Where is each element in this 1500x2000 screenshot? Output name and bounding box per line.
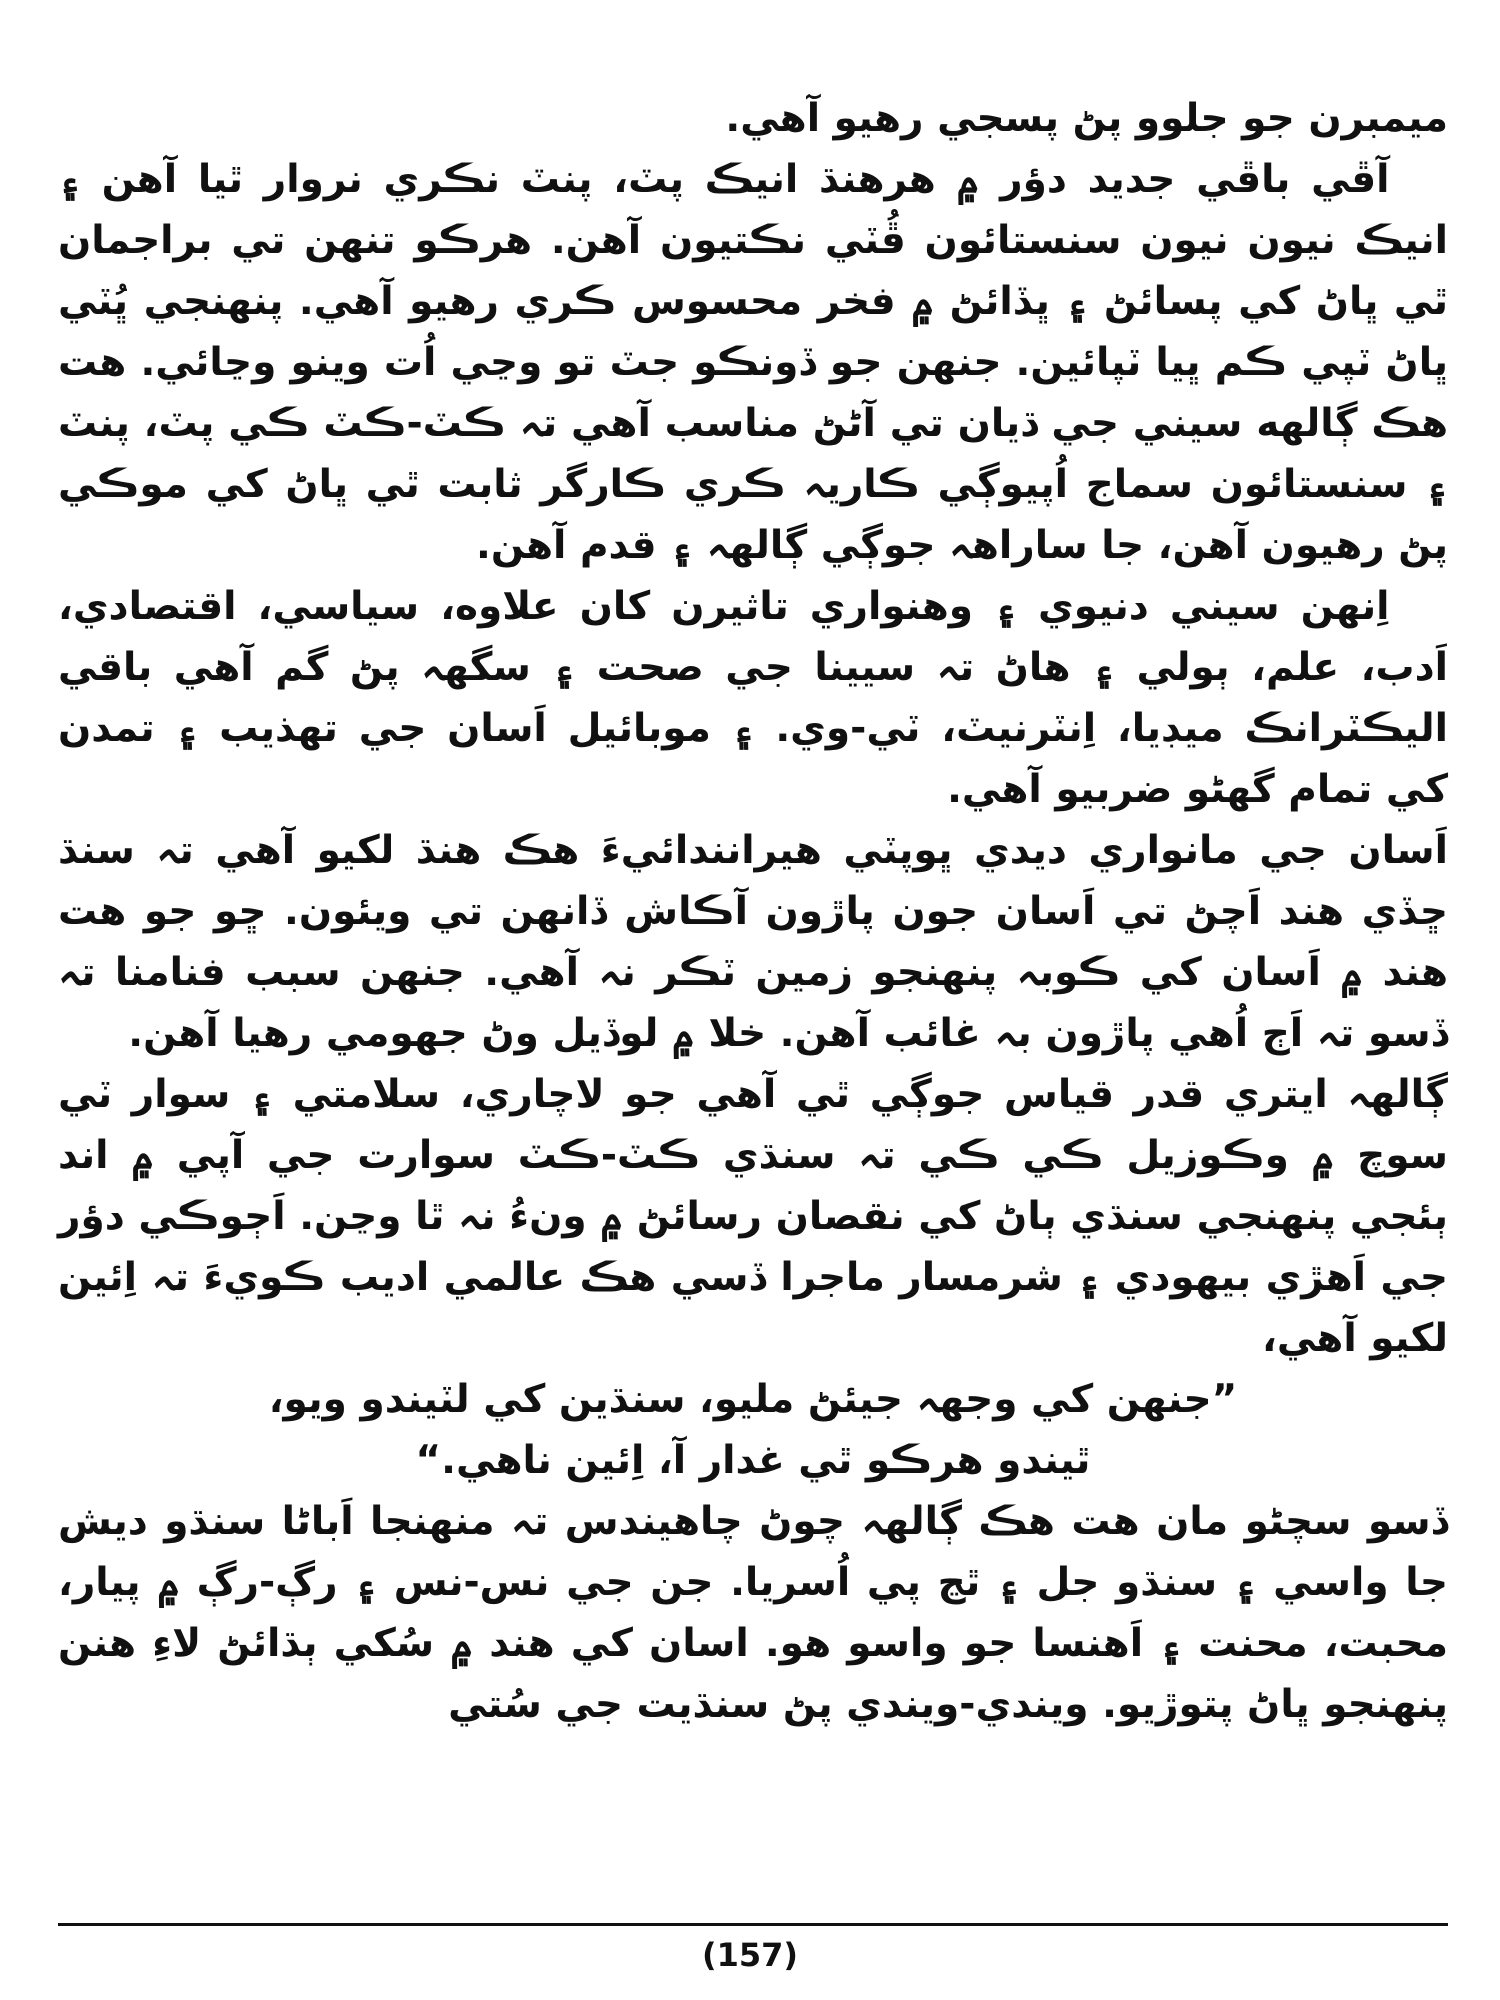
footer-rule [58, 1923, 1448, 1926]
body-text [58, 88, 1448, 1735]
paragraph: اَسان جي مانواري ديدي ڀوپٽي هيرانندائيءَ هڪ هنڌ لکيو آهي تہ سنڌ ڇڏي هند اَچڻ تي اَسان جون پاڙون آڪاش ڏانهن تي ويئون. ڇو جو هت هند ۾ اَسان کي ڪوبہ پنهنجو زمين ٽڪر نہ آهي. جنهن سبب فنامنا تہ ڏسو تہ اَڄ اُهي پاڙون بہ غائب آهن. خلا ۾ لوڏيل وڻ جهومي رهيا آهن. [58, 828, 1448, 1056]
paragraph: ڏسو سچڻو مان هت هڪ ڳالهہ چوڻ چاهيندس تہ منهنجا اَباڻا سنڌو ديش جا واسي ۽ سنڌو جل ۽ ٿڃ پي اُسريا. جن جي نس-نس ۽ رڳ-رڳ ۾ پيار، محبت، محنت ۽ اَهنسا جو واسو هو. اسان کي هند ۾ سُکي ٻڌائڻ لاءِ هنن پنهنجو ڀاڻ پتوڙيو. ويندي-ويندي پڻ سنڌيت جي سُتي [58, 1499, 1448, 1727]
page-number: (157) [701, 1936, 799, 1974]
paragraph: آڦي باڦي جديد دؤر ۾ هرهنڌ انيڪ پٽ، پنٽ نڪري نروار ٿيا آهن ۽ انيڪ نيون نيون سنستائون ڦُٽي نڪتيون آهن. هرڪو تنهن تي براجمان ٿي ڀاڻ کي پسائڻ ۽ ڀڏائڻ ۾ فخر محسوس ڪري رهيو آهي. پنهنجي ڀُٽي ڀاڻ ٽپي ڪم ڀيا ٽپائين. جنهن جو ڏونڪو جٽ تو وڃي اُت وينو وڃائي. هت هڪ ڳالهه سيني جي ڌيان تي آڻڻ مناسب آهي تہ ڪٽ-ڪٽ ڪي پٽ، پنٽ ۽ سنستائون سماج اُپيوڳي ڪاريہ ڪري ڪارگر ثابت ٿي ڀاڻ کي موڪي پڻ رهيون آهن، جا ساراهہ جوڳي ڳالهہ ۽ قدم آهن. [58, 157, 1448, 568]
verse-line: ٿيندو هرڪو ٿي غدار آ، اِئين ناهي.“ [415, 1438, 1091, 1483]
paragraph: اِنهن سيني دنيوي ۽ وهنواري تاثيرن کان علاوه، سياسي، اقتصادي، اَدب، علم، ٻولي ۽ هاڻ تہ سيينا جي صحت ۽ سگهہ پڻ گم آهي باقي اليڪٽرانڪ ميڊيا، اِنٽرنيٽ، ٽي-وي. ۽ موبائيل اَسان جي تهذيب ۽ تمدن کي تمام گهڻو ضربيو آهي. [58, 584, 1448, 812]
paragraph: ميمبرن جو جلوو پڻ پسجي رهيو آهي. [725, 96, 1448, 141]
paragraph: ڳالهہ ايتري قدر قياس جوڳي ٿي آهي جو لاچاري، سلامتي ۽ سوار ٽي سوچ ۾ وڪوزيل ڪي ڪي تہ سنڌي ڪٽ-ڪٽ سوارت جي آپي ۾ اند ٻئجي پنهنجي سنڌي ٻاڻ کي نقصان رسائڻ ۾ ونءُ نہ ٿا وڃن. اَڄوڪي دؤر جي اَهڙي بيهودي ۽ شرمسار ماجرا ڏسي هڪ عالمي اديب ڪويءَ تہ اِئين لکيو آهي، [58, 1072, 1448, 1361]
verse-line: ”جنهن کي وجهہ جيئڻ مليو، سنڌين کي لٽيندو ويو، [268, 1377, 1238, 1422]
